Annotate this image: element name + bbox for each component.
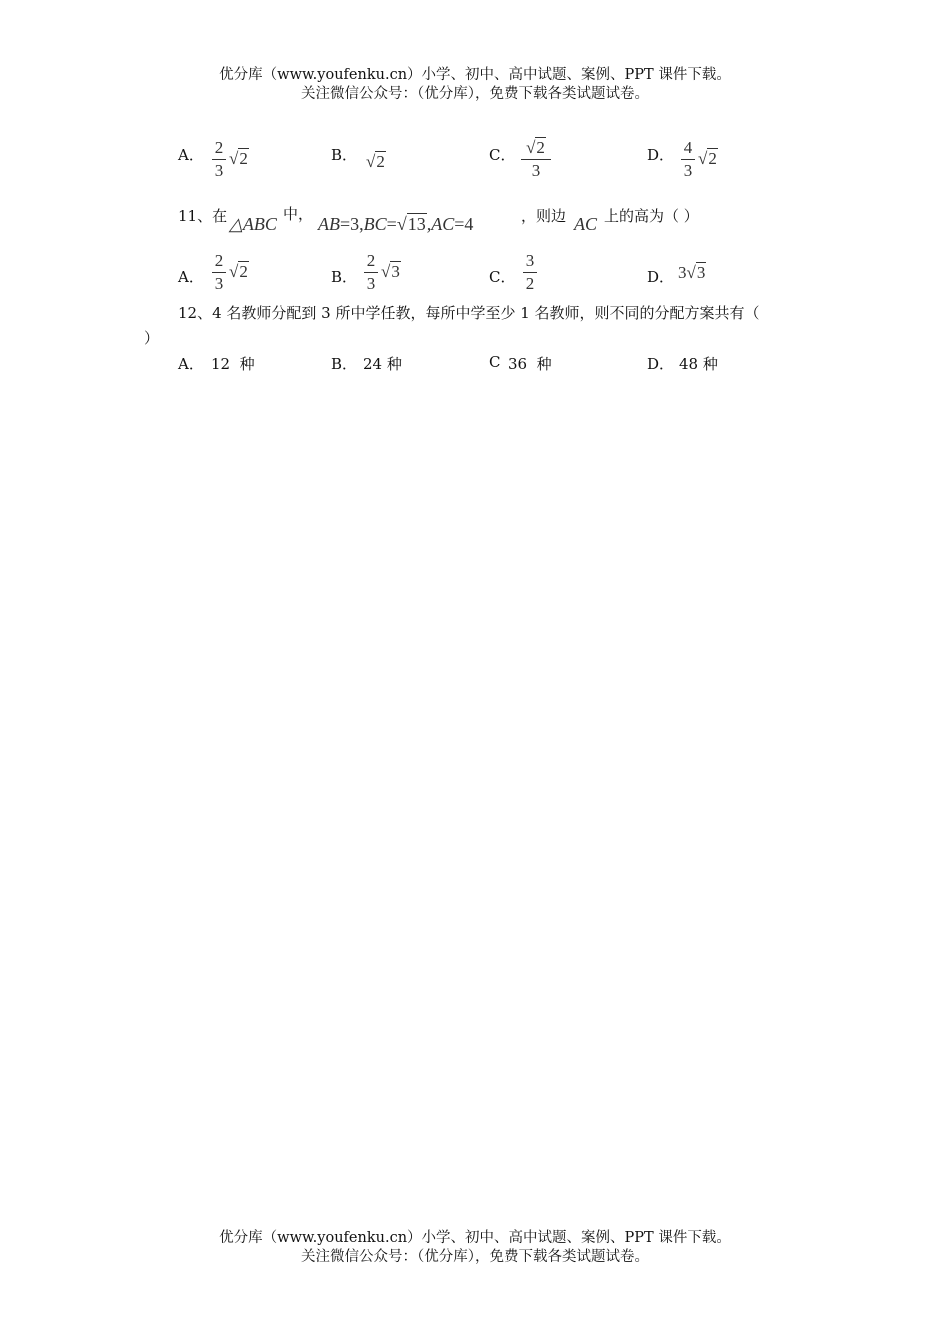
q10-option-d-numerator: 4 <box>683 138 693 157</box>
q11-option-b-root: √3 <box>381 262 400 281</box>
q11-condition: AB=3,BC=√13,AC=4 <box>318 214 474 234</box>
q12-stem-line-1: 12、4 名教师分配到 3 所中学任教，每所中学至少 1 名教师，则不同的分配方案共有（ <box>178 304 760 322</box>
q11-option-d-label: D． <box>647 268 675 286</box>
q11-option-c-fraction: 3 2 <box>523 251 537 294</box>
q10-option-a-label: A． <box>178 146 204 164</box>
q10-option-a-denominator: 3 <box>214 161 224 180</box>
q10-option-a-root: √2 <box>229 149 248 168</box>
q10-option-a-numerator: 2 <box>214 138 224 157</box>
header-line-1: 优分库（www.youfenku.cn）小学、初中、高中试题、案例、PPT 课件下载。 <box>219 67 731 83</box>
q10-option-c-denominator: 3 <box>531 161 541 180</box>
q10-option-d-fraction <box>681 138 695 181</box>
q10-option-a-fraction <box>212 138 226 181</box>
footer-line-1: 优分库（www.youfenku.cn）小学、初中、高中试题、案例、PPT 课件下载。 <box>219 1230 731 1246</box>
q11-option-a-root: √2 <box>229 262 248 281</box>
q11-prefix: 11、在 <box>178 207 228 225</box>
q10-option-d-label: D． <box>647 146 675 164</box>
q12-option-a-label: A． <box>178 355 204 373</box>
q12-stem-line-2: ） <box>144 329 160 347</box>
q11-option-b-label: B． <box>331 268 358 286</box>
q11-option-c-label: C． <box>489 268 516 286</box>
q11-option-a-fraction: 2 3 <box>212 251 226 294</box>
q10-option-d-denominator: 3 <box>683 161 693 180</box>
q11-option-d-root: 3√3 <box>678 263 706 282</box>
q12-option-c-value: 36 种 <box>508 355 552 373</box>
q11-then: ，则边 <box>521 207 567 225</box>
page-footer <box>0 1229 950 1267</box>
q10-option-c-fraction <box>521 138 551 181</box>
q12-option-a-value: 12 种 <box>211 355 255 373</box>
q11-tail: 上的高为（ ） <box>604 207 699 225</box>
q11-option-b-fraction: 2 3 <box>364 251 378 294</box>
q12-option-d-label: D． <box>647 355 675 373</box>
q11-side: AC <box>574 214 598 234</box>
q11-mid: 中， <box>283 205 314 223</box>
q12-option-c-label: C <box>489 353 501 371</box>
q12-option-b-value: 24 种 <box>363 355 402 373</box>
footer-line-2: 关注微信公众号：（优分库），免费下载各类试题试卷。 <box>301 1249 649 1265</box>
q12-option-b-label: B． <box>331 355 358 373</box>
header-line-2: 关注微信公众号：（优分库），免费下载各类试题试卷。 <box>301 86 649 102</box>
page-header <box>0 66 950 104</box>
q10-option-b-label: B． <box>331 146 358 164</box>
q10-option-c-numerator: √2 <box>526 138 545 157</box>
q11-triangle: △ABC <box>229 214 277 234</box>
q12-option-d-value: 48 种 <box>679 355 718 373</box>
q10-option-d-root: √2 <box>698 149 717 168</box>
q11-option-a-label: A． <box>178 268 204 286</box>
q10-option-b-root: √2 <box>366 152 385 171</box>
q10-option-c-label: C． <box>489 146 516 164</box>
